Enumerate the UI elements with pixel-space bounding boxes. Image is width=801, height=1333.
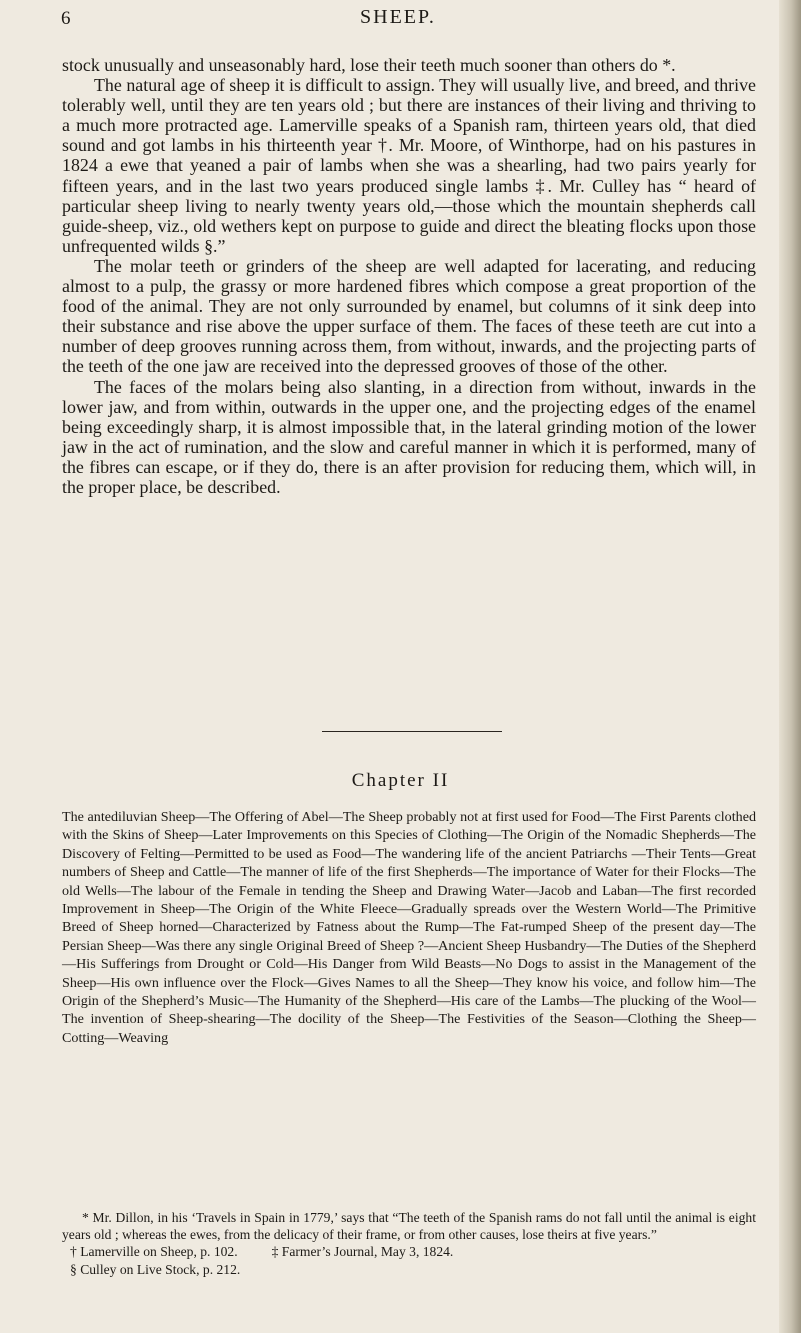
paragraph-natural-age: The natural age of sheep it is difficult to assign. They will usually live, and breed, and thrive tolerably well, until they are ten years old ; but there are instances of their living and thriving to a much more protracted age. Lamerville speaks of a Spanish ram, thirteen years old, that died sound and got lambs in his thirteenth year †. Mr. Moore, of Winthorpe, had on his pastures in 1824 a ewe that yeaned a pair of lambs when she was a shearling, had two pairs yearly for fifteen years, and in the last two years produced single lambs ‡. Mr. Culley has “ heard of particular sheep living to nearly twenty years old,—those which the mountain shepherds call guide-sheep, viz., old wethers kept on purpose to guide and direct the bleating flocks upon those unfrequented wilds §.” (62, 75, 756, 256)
page-header (0, 4, 801, 34)
footnote-lamerville-farmers-journal: † Lamerville on Sheep, p. 102. ‡ Farmer’s Journal, May 3, 1824. (70, 1244, 454, 1260)
chapter-title: Chapter II (351, 770, 450, 791)
paragraph-molar-faces: The faces of the molars being also slanting, in a direction from without, inwards in the lower jaw, and from within, outwards in the upper one, and the projecting edges of the enamel being exceedingly sharp, it is almost impossible that, in the lateral grinding motion of the lower jaw in the act of rumination, and the slow and careful manner in which it is performed, many of the fibres can escape, or if they do, there is an after provision for reducing them, which will, in the proper place, be described. (62, 376, 756, 497)
paragraph-continuation: stock unusually and unseasonably hard, lose their teeth much sooner than others do *. (62, 55, 676, 75)
footnote-dillon: * Mr. Dillon, in his ‘Travels in Spain in 1779,’ says that “The teeth of the Spanish rams do not fall until the animal is eight years old ; whereas the ewes, from the delicacy of their frame, or from other causes, lose theirs at five years.” (62, 1210, 756, 1243)
page-number: 6 (61, 8, 71, 29)
body-text (62, 55, 756, 497)
page-edge-shadow (779, 0, 801, 1333)
chapter-summary: The antediluvian Sheep—The Offering of Abel—The Sheep probably not at first used for Food—The First Parents clothed with the Skins of Sheep—Later Improvements on this Species of Clothing—The Origin of the Nomadic Shepherds—The Discovery of Felting—Permitted to be used as Food—The wandering life of the ancient Patriarchs —Their Tents—Great numbers of Sheep and Cattle—The manner of life of the first Shepherds—The importance of Water for their Flocks—The old Wells—The labour of the Female in tending the Sheep and Drawing Water—Jacob and Laban—The first recorded Improvement in Sheep—The Origin of the White Fleece—Gradually spreads over the Western World—The Primitive Breed of Sheep horned—Characterized by Fatness about the Rump—The Fat-rumped Sheep of the present day—The Persian Sheep—Was there any single Original Breed of Sheep ?—Ancient Sheep Husbandry—The Duties of the Shepherd—His Sufferings from Drought or Cold—His Danger from Wild Beasts—No Dogs to assist in the Management of the Sheep—His own influence over the Flock—Gives Names to all the Sheep—They know his voice, and follow him—The Origin of the Shepherd’s Music—The Humanity of the Shepherd—His care of the Lambs—The plucking of the Wool—The invention of Sheep-shearing—The docility of the Sheep—The Festivities of the Season—Clothing the Sheep—Cotting—Weaving (62, 809, 756, 1046)
running-head: SHEEP. (360, 6, 436, 28)
section-divider (322, 731, 502, 732)
footnotes (62, 1209, 756, 1278)
footnote-culley: § Culley on Live Stock, p. 212. (70, 1261, 241, 1277)
paragraph-molar-teeth: The molar teeth or grinders of the sheep are well adapted for lacerating, and reducing almost to a pulp, the grassy or more hardened fibres which compose a great proportion of the food of the animal. They are not only surrounded by enamel, but columns of it sink deep into their substance and rise above the upper surface of them. The faces of these teeth are cut into a number of deep grooves running across them, from without, inwards, and the projecting parts of the teeth of the one jaw are received into the depressed grooves of those of the other. (62, 255, 756, 377)
